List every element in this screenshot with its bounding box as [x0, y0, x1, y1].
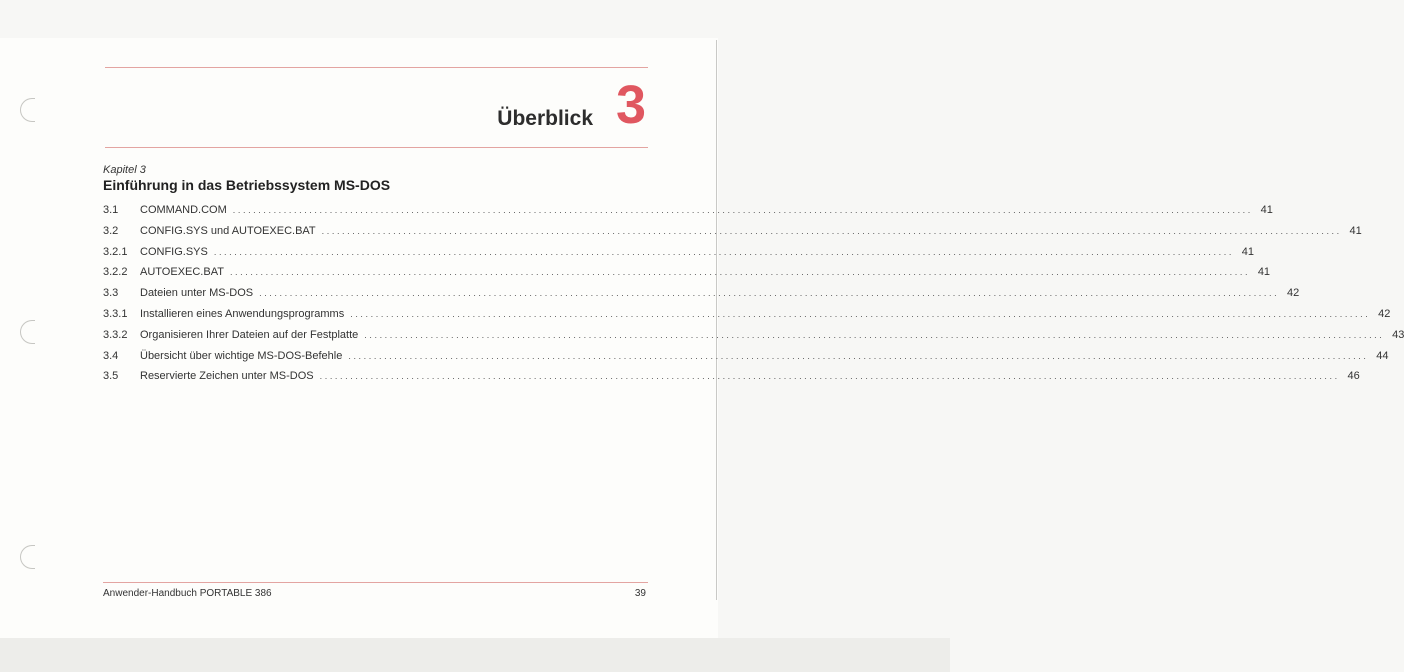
leader-dots: ........................................................................................................................................................................................................ — [232, 205, 1253, 215]
toc-entry — [103, 349, 1389, 371]
toc-number: 3.3 — [103, 287, 119, 300]
kapitel-label: Kapitel 3 — [103, 164, 146, 176]
scan-margin — [0, 638, 950, 672]
toc-number: 3.1 — [103, 204, 119, 216]
toc-title: CONFIG.SYS und AUTOEXEC.BAT — [140, 224, 316, 237]
toc-title: CONFIG.SYS — [140, 245, 208, 258]
toc-entry — [103, 224, 1362, 246]
table-of-contents — [103, 204, 1404, 391]
toc-number: 3.2.2 — [103, 266, 128, 279]
toc-entry — [103, 245, 1254, 267]
toc-number: 3.2.1 — [103, 245, 128, 258]
toc-page: 42 — [1378, 307, 1391, 320]
leader-dots: ........................................................................................................................................................................................................ — [364, 329, 1385, 340]
page-edge — [716, 40, 717, 600]
leader-dots: ........................................................................................................................................................................................................ — [350, 308, 1371, 319]
toc-title: AUTOEXEC.BAT — [140, 266, 224, 279]
toc-title: COMMAND.COM — [140, 204, 227, 216]
leader-dots: ........................................................................................................................................................................................................ — [259, 288, 1280, 299]
top-rule — [105, 67, 648, 68]
toc-entry — [103, 307, 1391, 329]
toc-number: 3.3.2 — [103, 328, 128, 341]
toc-number: 3.3.1 — [103, 307, 128, 320]
toc-entry — [103, 370, 1360, 391]
toc-page: 42 — [1286, 287, 1300, 300]
toc-title: Reservierte Zeichen unter MS-DOS — [140, 370, 314, 383]
footer-book-title: Anwender-Handbuch PORTABLE 386 — [103, 588, 272, 599]
leader-dots: ........................................................................................................................................................................................................ — [321, 225, 1342, 236]
toc-entry — [103, 204, 1273, 225]
toc-entry — [103, 328, 1404, 350]
chapter-number: 3 — [615, 75, 646, 135]
toc-number: 3.5 — [103, 370, 119, 383]
toc-title: Organisieren Ihrer Dateien auf der Festplatte — [140, 328, 359, 341]
leader-dots: ........................................................................................................................................................................................................ — [319, 371, 1340, 382]
toc-page: 41 — [1349, 224, 1362, 237]
toc-page: 46 — [1347, 370, 1360, 383]
toc-title: Installieren eines Anwendungsprogramms — [140, 307, 345, 320]
toc-page: 41 — [1241, 245, 1254, 258]
toc-page: 44 — [1376, 349, 1389, 362]
toc-number: 3.2 — [103, 224, 119, 237]
leader-dots: ........................................................................................................................................................................................................ — [229, 267, 1251, 278]
toc-title: Dateien unter MS-DOS — [140, 287, 254, 300]
toc-page: 43 — [1392, 328, 1404, 341]
leader-dots: ........................................................................................................................................................................................................ — [213, 246, 1234, 257]
toc-page: 41 — [1260, 204, 1273, 216]
chapter-heading: Einführung in das Betriebssystem MS-DOS — [103, 177, 391, 193]
toc-number: 3.4 — [103, 349, 119, 362]
footer-rule — [103, 582, 648, 583]
toc-title: Übersicht über wichtige MS-DOS-Befehle — [140, 349, 343, 362]
chapter-title: Überblick — [497, 107, 593, 130]
footer-page-number: 39 — [634, 588, 646, 599]
toc-entry — [103, 266, 1271, 287]
toc-entry — [103, 287, 1300, 308]
leader-dots: ........................................................................................................................................................................................................ — [348, 350, 1369, 361]
toc-page: 41 — [1257, 266, 1271, 279]
title-rule — [105, 147, 648, 148]
